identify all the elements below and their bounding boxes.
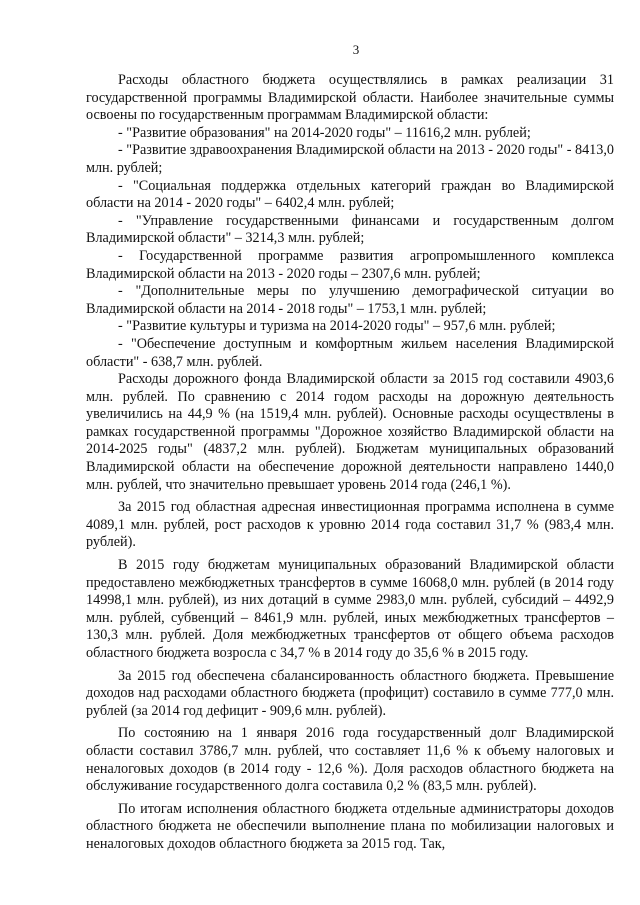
list-item-housing: - "Обеспечение доступным и комфортным жильем населения Владимирской области" - 638,7 млн. рублей. xyxy=(86,335,614,370)
list-item-agro: - Государственной программе развития агропромышленного комплекса Владимирской области на 2013 - 2020 годы – 2307,6 млн. рублей; xyxy=(86,247,614,282)
paragraph-investment-program: За 2015 год областная адресная инвестиционная программа исполнена в сумме 4089,1 млн. рублей, рост расходов к уровню 2014 года составил 31,7 % (983,4 млн. рублей). xyxy=(86,499,614,551)
paragraph-revenue-administrators: По итогам исполнения областного бюджета отдельные администраторы доходов областного бюджета не обеспечили выполнение плана по мобилизации налоговых и неналоговых доходов областного бюджета за 2015 год. Так, xyxy=(86,800,614,852)
list-item-healthcare: - "Развитие здравоохранения Владимирской области на 2013 - 2020 годы" - 8413,0 млн. рублей; xyxy=(86,142,614,176)
paragraph-road-fund: Расходы дорожного фонда Владимирской области за 2015 год составили 4903,6 млн. рублей. По сравнению с 2014 годом расходы на дорожную деятельность увеличились на 44,9 % (на 1519,4 млн. рублей). Основные расходы осуществлены в рамках государственной программы "Дорожное хозяйство Владимирской области на 2014-2025 годы" (4837,2 млн. рублей). Бюджетам муниципальных образований Владимирской области на обеспечение дорожной деятельности направлено 1440,0 млн. рублей, что значительно превышает уровень 2014 года (246,1 %). xyxy=(86,371,614,493)
list-item-demography: - "Дополнительные меры по улучшению демографической ситуации во Владимирской области на 2014 - 2018 годы" – 1753,1 млн. рублей; xyxy=(86,283,614,317)
list-item-education: - "Развитие образования" на 2014-2020 годы" – 11616,2 млн. рублей; xyxy=(118,124,531,141)
page-number: 3 xyxy=(352,42,360,57)
paragraph-intergovernmental-transfers: В 2015 году бюджетам муниципальных образований Владимирской области предоставлено межбюджетных трансфертов в сумме 16068,0 млн. рублей (в 2014 году 14998,1 млн. рублей), из них дотаций в сумме 2983,0 млн. рублей, субсидий – 4492,9 млн. рублей, субвенций – 8461,9 млн. рублей, иных межбюджетных трансфертов – 130,3 млн. рублей. Доля межбюджетных трансфертов от общего объема расходов областного бюджета возросла с 34,7 % в 2014 году до 35,6 % в 2015 году. xyxy=(86,557,614,661)
list-item-social-support: - "Социальная поддержка отдельных категорий граждан во Владимирской области на 2014 - 2020 годы" – 6402,4 млн. рублей; xyxy=(86,177,614,212)
list-item-finance-management: - "Управление государственными финансами и государственным долгом Владимирской области" – 3214,3 млн. рублей; xyxy=(86,212,614,247)
paragraph-state-debt: По состоянию на 1 января 2016 года государственный долг Владимирской области составил 3786,7 млн. рублей, что составляет 11,6 % к объему налоговых и неналоговых доходов (в 2014 году - 12,6 %). Доля расходов областного бюджета на обслуживание государственного долга составила 0,2 % (83,5 млн. рублей). xyxy=(86,725,614,795)
paragraph-budget-balance: За 2015 год обеспечена сбалансированность областного бюджета. Превышение доходов над расходами областного бюджета (профицит) составило в сумме 777,0 млн. рублей (за 2014 год дефицит - 909,6 млн. рублей). xyxy=(86,667,614,719)
list-item-culture: - "Развитие культуры и туризма на 2014-2020 годы" – 957,6 млн. рублей; xyxy=(118,318,556,335)
paragraph-programs-intro: Расходы областного бюджета осуществлялись в рамках реализации 31 государственной программы Владимирской области. Наиболее значительные суммы освоены по государственным программам Владимирской области: xyxy=(86,72,614,124)
